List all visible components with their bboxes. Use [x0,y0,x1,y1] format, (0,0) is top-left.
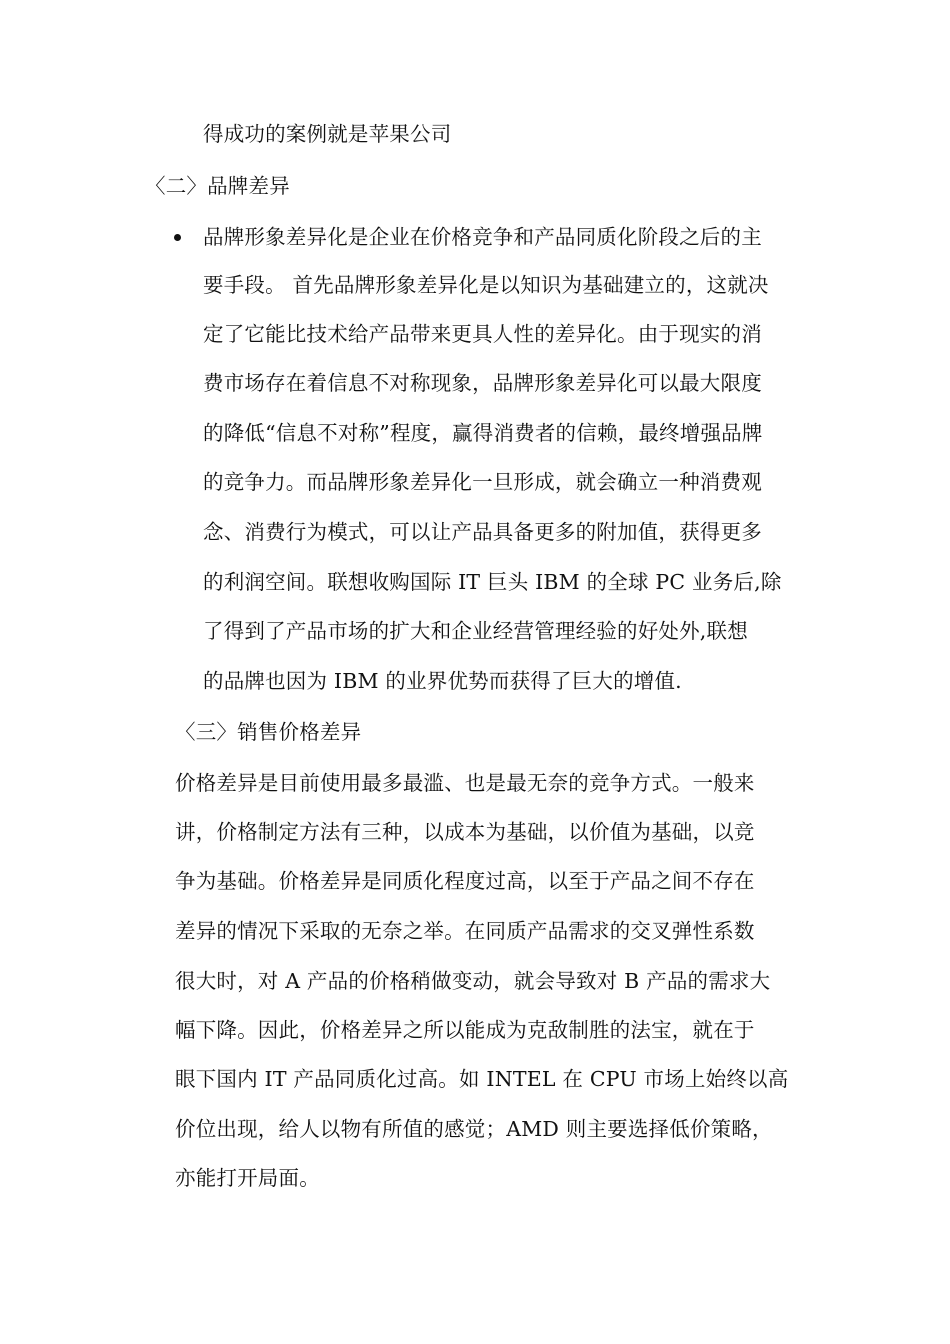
paragraph-line: 要手段。 首先品牌形象差异化是以知识为基础建立的，这就决 [203,273,769,297]
paragraph-line: 了得到了产品市场的扩大和企业经营管理经验的好处外,联想 [203,619,748,643]
paragraph-line: 的利润空间。联想收购国际 IT 巨头 IBM 的全球 PC 业务后,除 [203,570,782,594]
paragraph-line: 眼下国内 IT 产品同质化过高。如 INTEL 在 CPU 市场上始终以高 [175,1067,789,1091]
paragraph-line: 价格差异是目前使用最多最滥、也是最无奈的竞争方式。一般来 [175,771,755,795]
paragraph-line: 差异的情况下采取的无奈之举。在同质产品需求的交叉弹性系数 [175,919,755,943]
paragraph-line: 的品牌也因为 IBM 的业界优势而获得了巨大的增值. [203,669,682,693]
paragraph-line: 费市场存在着信息不对称现象，品牌形象差异化可以最大限度 [203,371,762,395]
paragraph-line: 念、消费行为模式，可以让产品具备更多的附加值，获得更多 [203,520,762,544]
paragraph-line: 幅下降。因此，价格差异之所以能成为克敌制胜的法宝，就在于 [175,1018,755,1042]
paragraph-line: 亦能打开局面。 [175,1166,320,1190]
paragraph-line: 很大时，对 A 产品的价格稍做变动，就会导致对 B 产品的需求大 [175,969,771,993]
paragraph-line: 讲，价格制定方法有三种，以成本为基础，以价值为基础，以竞 [175,820,755,844]
paragraph-line: 价位出现，给人以物有所值的感觉；AMD 则主要选择低价策略， [175,1117,773,1141]
paragraph-line: 品牌形象差异化是企业在价格竞争和产品同质化阶段之后的主 [203,225,762,249]
paragraph-line: 的竞争力。而品牌形象差异化一旦形成，就会确立一种消费观 [203,470,762,494]
continuation-line: 得成功的案例就是苹果公司 [203,122,452,146]
paragraph-line: 定了它能比技术给产品带来更具人性的差异化。由于现实的消 [203,322,762,346]
bullet-icon [174,234,181,241]
section-heading-brand-difference: 〈二〉品牌差异 [145,174,290,198]
paragraph-line: 争为基础。价格差异是同质化程度过高，以至于产品之间不存在 [175,869,755,893]
paragraph-line: 的降低“信息不对称”程度，赢得消费者的信赖，最终增强品牌 [203,421,763,445]
section-heading-price-difference: 〈三〉销售价格差异 [175,720,362,744]
